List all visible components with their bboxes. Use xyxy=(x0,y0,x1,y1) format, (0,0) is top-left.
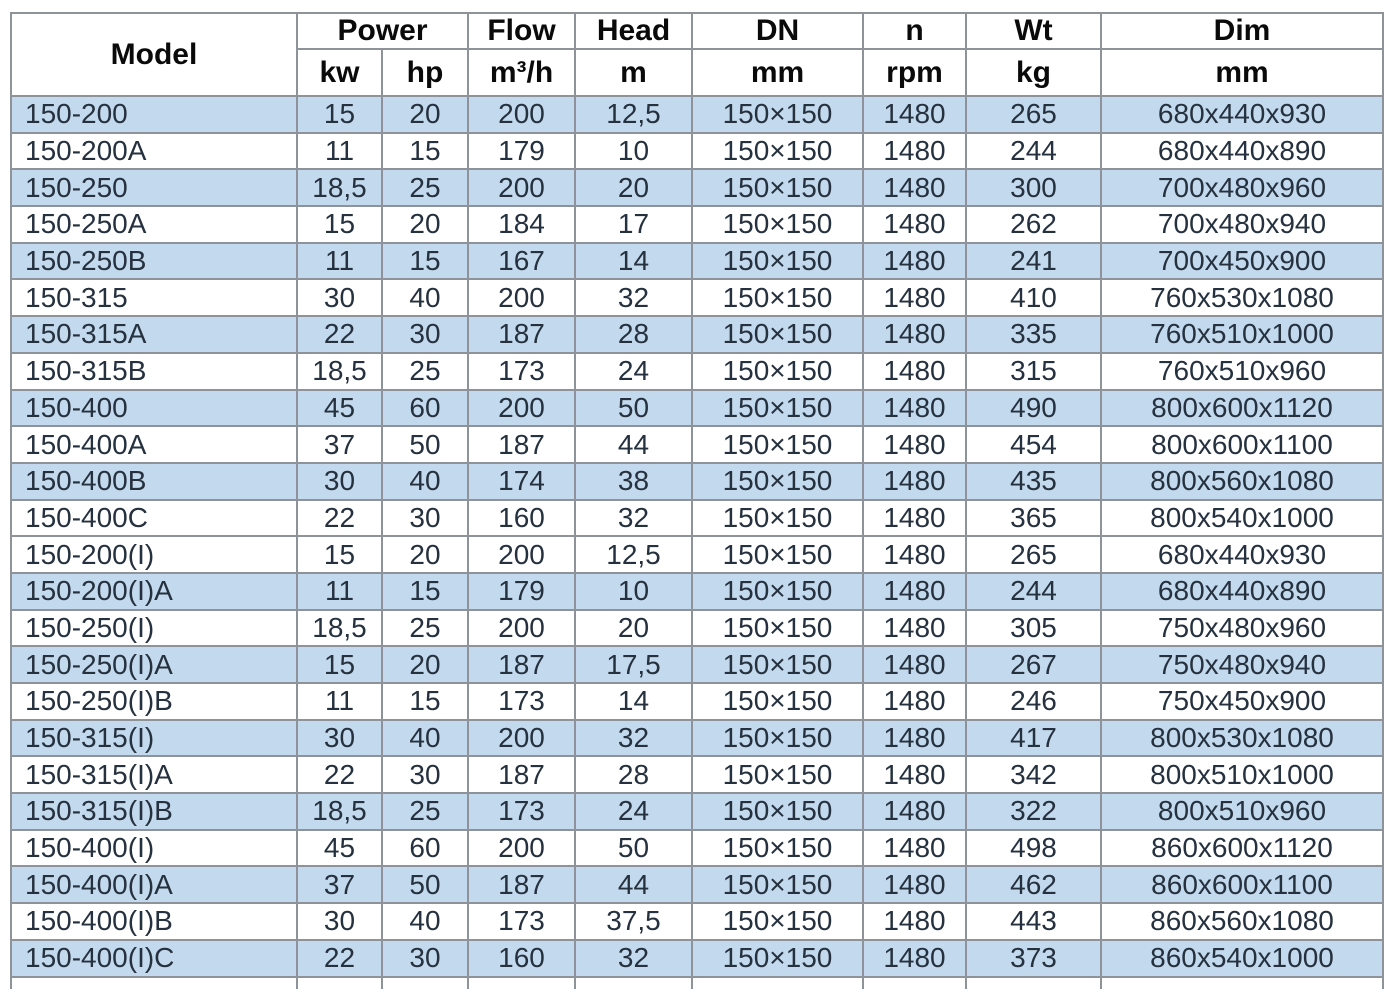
cell-flow: 179 xyxy=(468,133,575,170)
cell-dimensions: 750x480x960 xyxy=(1101,610,1383,647)
cell-power-hp: 30 xyxy=(382,500,468,537)
cell-model: 150-400C xyxy=(11,500,297,537)
cell-head: 14 xyxy=(575,243,692,280)
cell-head: 37,5 xyxy=(575,903,692,940)
cell-weight: 305 xyxy=(966,610,1101,647)
cell-dn: 150×150 xyxy=(692,903,863,940)
cell-weight: 342 xyxy=(966,756,1101,793)
table-row xyxy=(11,610,1383,647)
cell-model: 150-315(I) xyxy=(11,720,297,757)
cell-rpm: 1480 xyxy=(863,96,966,133)
cell-flow: 200 xyxy=(468,830,575,867)
cell-model: 150-315(I)A xyxy=(11,756,297,793)
cell-rpm: 1480 xyxy=(863,536,966,573)
cell-head: 20 xyxy=(575,610,692,647)
cell-model: 150-400(I)B xyxy=(11,903,297,940)
gridline-stub xyxy=(468,977,575,989)
cell-dn: 150×150 xyxy=(692,316,863,353)
cell-power-kw: 18,5 xyxy=(297,610,382,647)
cell-head: 44 xyxy=(575,426,692,463)
cell-power-hp: 30 xyxy=(382,940,468,977)
cell-dn: 150×150 xyxy=(692,133,863,170)
cell-flow: 200 xyxy=(468,279,575,316)
cell-weight: 262 xyxy=(966,206,1101,243)
cell-power-hp: 60 xyxy=(382,390,468,427)
cell-head: 32 xyxy=(575,720,692,757)
cell-model: 150-400(I) xyxy=(11,830,297,867)
cell-dimensions: 800x540x1000 xyxy=(1101,500,1383,537)
cell-power-hp: 15 xyxy=(382,573,468,610)
cell-weight: 417 xyxy=(966,720,1101,757)
cropped-next-row-stubs xyxy=(11,977,1383,989)
cell-flow: 173 xyxy=(468,903,575,940)
cell-flow: 174 xyxy=(468,463,575,500)
cell-power-hp: 60 xyxy=(382,830,468,867)
cell-model: 150-400(I)C xyxy=(11,940,297,977)
table-row xyxy=(11,830,1383,867)
cell-dimensions: 800x560x1080 xyxy=(1101,463,1383,500)
cell-power-kw: 15 xyxy=(297,536,382,573)
cell-flow: 200 xyxy=(468,720,575,757)
table-row xyxy=(11,720,1383,757)
cell-dn: 150×150 xyxy=(692,279,863,316)
table-row xyxy=(11,866,1383,903)
cell-flow: 200 xyxy=(468,390,575,427)
cell-dn: 150×150 xyxy=(692,390,863,427)
cell-head: 12,5 xyxy=(575,536,692,573)
cell-power-hp: 30 xyxy=(382,756,468,793)
unit-dn: mm xyxy=(692,49,863,96)
cell-power-kw: 30 xyxy=(297,903,382,940)
cell-power-kw: 30 xyxy=(297,463,382,500)
header-head: Head xyxy=(575,13,692,49)
cell-dimensions: 760x530x1080 xyxy=(1101,279,1383,316)
cell-dimensions: 860x560x1080 xyxy=(1101,903,1383,940)
cell-power-kw: 45 xyxy=(297,830,382,867)
cell-power-hp: 20 xyxy=(382,96,468,133)
cell-head: 28 xyxy=(575,316,692,353)
cell-model: 150-250A xyxy=(11,206,297,243)
cell-rpm: 1480 xyxy=(863,243,966,280)
unit-dim-mm: mm xyxy=(1101,49,1383,96)
table-row xyxy=(11,940,1383,977)
table-row xyxy=(11,463,1383,500)
cell-dimensions: 800x530x1080 xyxy=(1101,720,1383,757)
cell-flow: 173 xyxy=(468,793,575,830)
gridline-stub xyxy=(11,977,297,989)
cell-head: 17,5 xyxy=(575,646,692,683)
pump-spec-table xyxy=(10,12,1384,989)
table-row xyxy=(11,793,1383,830)
cell-rpm: 1480 xyxy=(863,279,966,316)
cell-weight: 246 xyxy=(966,683,1101,720)
table-row xyxy=(11,390,1383,427)
table-row xyxy=(11,573,1383,610)
cell-rpm: 1480 xyxy=(863,903,966,940)
cell-flow: 187 xyxy=(468,316,575,353)
table-row xyxy=(11,133,1383,170)
table-header xyxy=(11,13,1383,96)
cell-dn: 150×150 xyxy=(692,353,863,390)
cell-rpm: 1480 xyxy=(863,206,966,243)
table-row xyxy=(11,536,1383,573)
cell-dimensions: 700x450x900 xyxy=(1101,243,1383,280)
cell-weight: 498 xyxy=(966,830,1101,867)
cell-power-kw: 11 xyxy=(297,133,382,170)
cell-rpm: 1480 xyxy=(863,940,966,977)
cell-model: 150-315A xyxy=(11,316,297,353)
cell-rpm: 1480 xyxy=(863,646,966,683)
cell-rpm: 1480 xyxy=(863,683,966,720)
cell-head: 24 xyxy=(575,793,692,830)
cell-dimensions: 700x480x940 xyxy=(1101,206,1383,243)
cell-flow: 160 xyxy=(468,500,575,537)
cell-weight: 335 xyxy=(966,316,1101,353)
gridline-stub xyxy=(863,977,966,989)
cell-flow: 173 xyxy=(468,683,575,720)
cell-head: 32 xyxy=(575,279,692,316)
cell-power-hp: 50 xyxy=(382,866,468,903)
cell-head: 14 xyxy=(575,683,692,720)
cell-power-hp: 40 xyxy=(382,720,468,757)
cell-flow: 200 xyxy=(468,610,575,647)
table-row xyxy=(11,316,1383,353)
gridline-stub xyxy=(1101,977,1383,989)
table-row xyxy=(11,279,1383,316)
cell-dn: 150×150 xyxy=(692,683,863,720)
cell-head: 38 xyxy=(575,463,692,500)
cell-weight: 462 xyxy=(966,866,1101,903)
table-row xyxy=(11,500,1383,537)
cell-flow: 187 xyxy=(468,866,575,903)
cell-dn: 150×150 xyxy=(692,243,863,280)
cell-weight: 244 xyxy=(966,573,1101,610)
cell-weight: 267 xyxy=(966,646,1101,683)
cell-weight: 443 xyxy=(966,903,1101,940)
cell-dn: 150×150 xyxy=(692,793,863,830)
table-row xyxy=(11,426,1383,463)
table-row xyxy=(11,683,1383,720)
cell-dimensions: 800x600x1100 xyxy=(1101,426,1383,463)
cell-dimensions: 860x600x1120 xyxy=(1101,830,1383,867)
cell-weight: 373 xyxy=(966,940,1101,977)
cell-weight: 315 xyxy=(966,353,1101,390)
cell-weight: 435 xyxy=(966,463,1101,500)
cell-power-hp: 40 xyxy=(382,903,468,940)
cell-rpm: 1480 xyxy=(863,353,966,390)
cell-power-kw: 18,5 xyxy=(297,353,382,390)
cell-head: 24 xyxy=(575,353,692,390)
cell-flow: 179 xyxy=(468,573,575,610)
cell-dn: 150×150 xyxy=(692,610,863,647)
cell-rpm: 1480 xyxy=(863,133,966,170)
cell-flow: 160 xyxy=(468,940,575,977)
cell-flow: 184 xyxy=(468,206,575,243)
cell-rpm: 1480 xyxy=(863,756,966,793)
cell-power-kw: 11 xyxy=(297,573,382,610)
cell-power-kw: 15 xyxy=(297,206,382,243)
cell-rpm: 1480 xyxy=(863,500,966,537)
cell-rpm: 1480 xyxy=(863,830,966,867)
unit-head: m xyxy=(575,49,692,96)
cell-model: 150-315B xyxy=(11,353,297,390)
unit-kw: kw xyxy=(297,49,382,96)
cell-dimensions: 680x440x930 xyxy=(1101,536,1383,573)
table-row xyxy=(11,206,1383,243)
cell-model: 150-250(I) xyxy=(11,610,297,647)
cell-power-hp: 20 xyxy=(382,646,468,683)
table-row xyxy=(11,243,1383,280)
cell-power-hp: 30 xyxy=(382,316,468,353)
cell-dn: 150×150 xyxy=(692,500,863,537)
cell-model: 150-250B xyxy=(11,243,297,280)
cell-dimensions: 800x510x1000 xyxy=(1101,756,1383,793)
cell-flow: 200 xyxy=(468,96,575,133)
cell-power-hp: 50 xyxy=(382,426,468,463)
header-power: Power xyxy=(297,13,468,49)
header-wt: Wt xyxy=(966,13,1101,49)
cell-dimensions: 750x450x900 xyxy=(1101,683,1383,720)
cell-power-kw: 22 xyxy=(297,940,382,977)
cell-head: 17 xyxy=(575,206,692,243)
cell-power-kw: 30 xyxy=(297,720,382,757)
cell-power-hp: 25 xyxy=(382,169,468,206)
cell-power-kw: 18,5 xyxy=(297,793,382,830)
header-flow: Flow xyxy=(468,13,575,49)
cell-power-hp: 25 xyxy=(382,610,468,647)
cell-flow: 187 xyxy=(468,756,575,793)
cell-dn: 150×150 xyxy=(692,169,863,206)
cell-rpm: 1480 xyxy=(863,169,966,206)
cell-rpm: 1480 xyxy=(863,463,966,500)
cell-model: 150-200(I)A xyxy=(11,573,297,610)
cell-power-hp: 25 xyxy=(382,353,468,390)
cell-flow: 187 xyxy=(468,646,575,683)
cell-dn: 150×150 xyxy=(692,756,863,793)
cell-dimensions: 800x600x1120 xyxy=(1101,390,1383,427)
cell-dimensions: 680x440x890 xyxy=(1101,573,1383,610)
unit-kg: kg xyxy=(966,49,1101,96)
cell-model: 150-200(I) xyxy=(11,536,297,573)
cell-dimensions: 680x440x930 xyxy=(1101,96,1383,133)
header-row-titles xyxy=(11,13,1383,49)
cell-flow: 167 xyxy=(468,243,575,280)
header-model: Model xyxy=(11,13,297,96)
cell-power-kw: 37 xyxy=(297,866,382,903)
cell-dn: 150×150 xyxy=(692,536,863,573)
cell-power-kw: 15 xyxy=(297,96,382,133)
table-row xyxy=(11,646,1383,683)
table-body xyxy=(11,96,1383,977)
cell-weight: 300 xyxy=(966,169,1101,206)
cell-power-kw: 22 xyxy=(297,316,382,353)
cell-model: 150-250(I)A xyxy=(11,646,297,683)
cell-flow: 173 xyxy=(468,353,575,390)
table-row xyxy=(11,169,1383,206)
cell-dn: 150×150 xyxy=(692,96,863,133)
cell-model: 150-400 xyxy=(11,390,297,427)
cell-power-hp: 40 xyxy=(382,279,468,316)
cell-model: 150-400B xyxy=(11,463,297,500)
cell-dimensions: 800x510x960 xyxy=(1101,793,1383,830)
gridline-stub xyxy=(575,977,692,989)
cell-power-hp: 25 xyxy=(382,793,468,830)
cell-model: 150-400A xyxy=(11,426,297,463)
cell-power-kw: 15 xyxy=(297,646,382,683)
gridline-stub xyxy=(297,977,382,989)
header-dim: Dim xyxy=(1101,13,1383,49)
unit-hp: hp xyxy=(382,49,468,96)
cell-dn: 150×150 xyxy=(692,573,863,610)
cell-rpm: 1480 xyxy=(863,866,966,903)
cell-head: 50 xyxy=(575,830,692,867)
cell-power-kw: 37 xyxy=(297,426,382,463)
cell-weight: 365 xyxy=(966,500,1101,537)
cell-weight: 322 xyxy=(966,793,1101,830)
cell-head: 10 xyxy=(575,573,692,610)
header-dn: DN xyxy=(692,13,863,49)
cell-dimensions: 760x510x1000 xyxy=(1101,316,1383,353)
cell-power-kw: 22 xyxy=(297,500,382,537)
unit-flow: m³/h xyxy=(468,49,575,96)
cell-dn: 150×150 xyxy=(692,866,863,903)
cell-model: 150-315(I)B xyxy=(11,793,297,830)
table-row xyxy=(11,756,1383,793)
cell-dn: 150×150 xyxy=(692,463,863,500)
header-n: n xyxy=(863,13,966,49)
cell-rpm: 1480 xyxy=(863,573,966,610)
cell-dn: 150×150 xyxy=(692,426,863,463)
cell-dn: 150×150 xyxy=(692,646,863,683)
cell-model: 150-315 xyxy=(11,279,297,316)
cell-dn: 150×150 xyxy=(692,830,863,867)
cell-power-hp: 40 xyxy=(382,463,468,500)
cell-head: 20 xyxy=(575,169,692,206)
cell-rpm: 1480 xyxy=(863,316,966,353)
table-row xyxy=(11,353,1383,390)
cell-dimensions: 750x480x940 xyxy=(1101,646,1383,683)
cell-model: 150-200 xyxy=(11,96,297,133)
cell-dn: 150×150 xyxy=(692,940,863,977)
cell-weight: 454 xyxy=(966,426,1101,463)
cell-dimensions: 860x540x1000 xyxy=(1101,940,1383,977)
cell-power-hp: 15 xyxy=(382,683,468,720)
cell-weight: 244 xyxy=(966,133,1101,170)
cell-dimensions: 860x600x1100 xyxy=(1101,866,1383,903)
cell-weight: 265 xyxy=(966,536,1101,573)
cell-dimensions: 680x440x890 xyxy=(1101,133,1383,170)
table-row xyxy=(11,96,1383,133)
cell-head: 50 xyxy=(575,390,692,427)
cell-power-hp: 20 xyxy=(382,536,468,573)
table-foot xyxy=(11,977,1383,989)
cell-weight: 265 xyxy=(966,96,1101,133)
cell-head: 10 xyxy=(575,133,692,170)
cell-dimensions: 760x510x960 xyxy=(1101,353,1383,390)
cell-power-hp: 20 xyxy=(382,206,468,243)
cell-power-kw: 30 xyxy=(297,279,382,316)
gridline-stub xyxy=(382,977,468,989)
cell-power-kw: 11 xyxy=(297,243,382,280)
cell-flow: 200 xyxy=(468,169,575,206)
cell-dn: 150×150 xyxy=(692,720,863,757)
cell-weight: 410 xyxy=(966,279,1101,316)
cell-model: 150-200A xyxy=(11,133,297,170)
cell-head: 28 xyxy=(575,756,692,793)
cell-flow: 187 xyxy=(468,426,575,463)
cell-rpm: 1480 xyxy=(863,793,966,830)
cell-power-hp: 15 xyxy=(382,133,468,170)
cell-power-kw: 22 xyxy=(297,756,382,793)
cell-head: 12,5 xyxy=(575,96,692,133)
gridline-stub xyxy=(692,977,863,989)
cell-power-kw: 45 xyxy=(297,390,382,427)
cell-rpm: 1480 xyxy=(863,390,966,427)
unit-rpm: rpm xyxy=(863,49,966,96)
cell-rpm: 1480 xyxy=(863,426,966,463)
cell-weight: 490 xyxy=(966,390,1101,427)
cell-rpm: 1480 xyxy=(863,720,966,757)
cell-dn: 150×150 xyxy=(692,206,863,243)
cell-head: 32 xyxy=(575,500,692,537)
cell-model: 150-400(I)A xyxy=(11,866,297,903)
cell-model: 150-250(I)B xyxy=(11,683,297,720)
cell-power-kw: 18,5 xyxy=(297,169,382,206)
table-row xyxy=(11,903,1383,940)
cell-flow: 200 xyxy=(468,536,575,573)
cell-weight: 241 xyxy=(966,243,1101,280)
cell-dimensions: 700x480x960 xyxy=(1101,169,1383,206)
cell-power-kw: 11 xyxy=(297,683,382,720)
cell-model: 150-250 xyxy=(11,169,297,206)
cell-head: 32 xyxy=(575,940,692,977)
cell-power-hp: 15 xyxy=(382,243,468,280)
cell-rpm: 1480 xyxy=(863,610,966,647)
table-wrap xyxy=(10,12,1384,989)
gridline-stub xyxy=(966,977,1101,989)
cell-head: 44 xyxy=(575,866,692,903)
